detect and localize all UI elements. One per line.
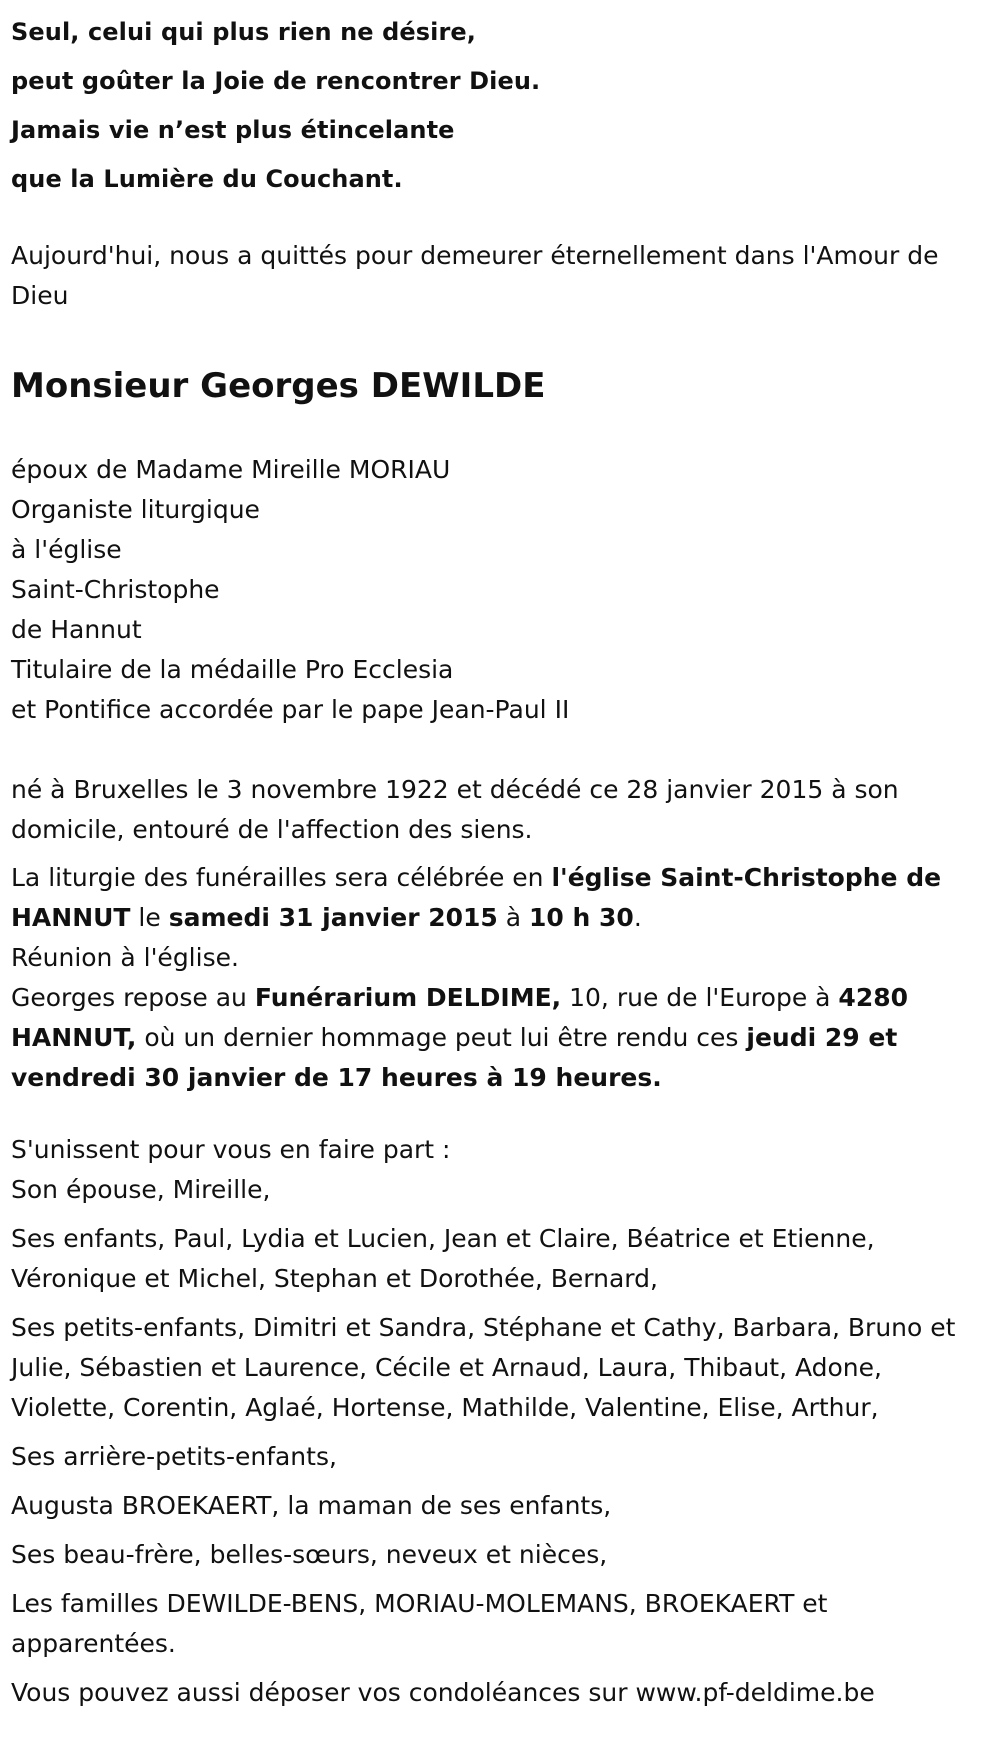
reunion-text: Réunion à l'église. bbox=[11, 943, 239, 972]
announcement-text: S'unissent pour vous en faire part : bbox=[11, 1135, 451, 1164]
bio-line: et Pontifice accordée par le pape Jean-Paul II bbox=[11, 695, 570, 724]
bio-line: Titulaire de la médaille Pro Ecclesia bbox=[11, 655, 454, 684]
viewing-info bbox=[11, 978, 986, 1098]
bio-line: Organiste liturgique bbox=[11, 495, 260, 524]
funeral-info bbox=[11, 858, 986, 938]
poem-line: Seul, celui qui plus rien ne désire, bbox=[11, 18, 477, 46]
family-item: Augusta BROEKAERT, la maman de ses enfants, bbox=[11, 1491, 612, 1520]
birth-death-text: né à Bruxelles le 3 novembre 1922 et décédé ce 28 janvier 2015 à son domicile, entouré de l'affection des siens. bbox=[11, 775, 899, 844]
viewing-city: 4280 HANNUT, bbox=[11, 983, 909, 1052]
deceased-name: Monsieur Georges DEWILDE bbox=[11, 366, 546, 406]
bio-line: époux de Madame Mireille MORIAU bbox=[11, 455, 451, 484]
family-list bbox=[11, 1170, 986, 1713]
viewing-text: Georges repose au bbox=[11, 983, 255, 1012]
funeral-text: . bbox=[633, 903, 642, 932]
funeral-date: samedi 31 janvier 2015 bbox=[168, 903, 498, 932]
funeral-text: La liturgie des funérailles sera célébrée en bbox=[11, 863, 552, 892]
funeral-church: l'église Saint-Christophe de HANNUT bbox=[11, 863, 942, 932]
family-item: Les familles DEWILDE-BENS, MORIAU-MOLEMANS, BROEKAERT et apparentées. bbox=[11, 1589, 828, 1658]
family-item: Ses beau-frère, belles-sœurs, neveux et nièces, bbox=[11, 1540, 608, 1569]
bio-line: à l'église bbox=[11, 535, 122, 564]
family-item: Son épouse, Mireille, bbox=[11, 1175, 271, 1204]
viewing-text: 10, rue de l'Europe à bbox=[561, 983, 839, 1012]
funeral-time: 10 h 30 bbox=[529, 903, 634, 932]
funeral-text: le bbox=[130, 903, 169, 932]
condolences-link-text: Vous pouvez aussi déposer vos condoléances sur www.pf-deldime.be bbox=[11, 1678, 875, 1707]
viewing-place: Funérarium DELDIME, bbox=[254, 983, 562, 1012]
intro-text: Aujourd'hui, nous a quittés pour demeurer éternellement dans l'Amour de Dieu bbox=[11, 241, 939, 310]
viewing-text: où un dernier hommage peut lui être rendu ces bbox=[136, 1023, 747, 1052]
family-item: Ses arrière-petits-enfants, bbox=[11, 1442, 337, 1471]
poem-line: que la Lumière du Couchant. bbox=[11, 165, 403, 193]
family-item: Ses petits-enfants, Dimitri et Sandra, Stéphane et Cathy, Barbara, Bruno et Julie, Sébastien et Laurence, Cécile et Arnaud, Laura, Thibaut, Adone, Violette, Corentin, Aglaé, Hortense, Mathilde, Valentine, Elise, Arthur, bbox=[11, 1313, 956, 1422]
bio-line: Saint-Christophe bbox=[11, 575, 220, 604]
poem-line: peut goûter la Joie de rencontrer Dieu. bbox=[11, 67, 541, 95]
funeral-text: à bbox=[497, 903, 530, 932]
biography bbox=[11, 450, 986, 730]
viewing-dates: jeudi 29 et vendredi 30 janvier de 17 heures à 19 heures. bbox=[11, 1023, 898, 1092]
poem bbox=[11, 8, 986, 204]
poem-line: Jamais vie n’est plus étincelante bbox=[11, 116, 455, 144]
family-item: Ses enfants, Paul, Lydia et Lucien, Jean et Claire, Béatrice et Etienne, Véronique et Michel, Stephan et Dorothée, Bernard, bbox=[11, 1224, 875, 1293]
bio-line: de Hannut bbox=[11, 615, 142, 644]
